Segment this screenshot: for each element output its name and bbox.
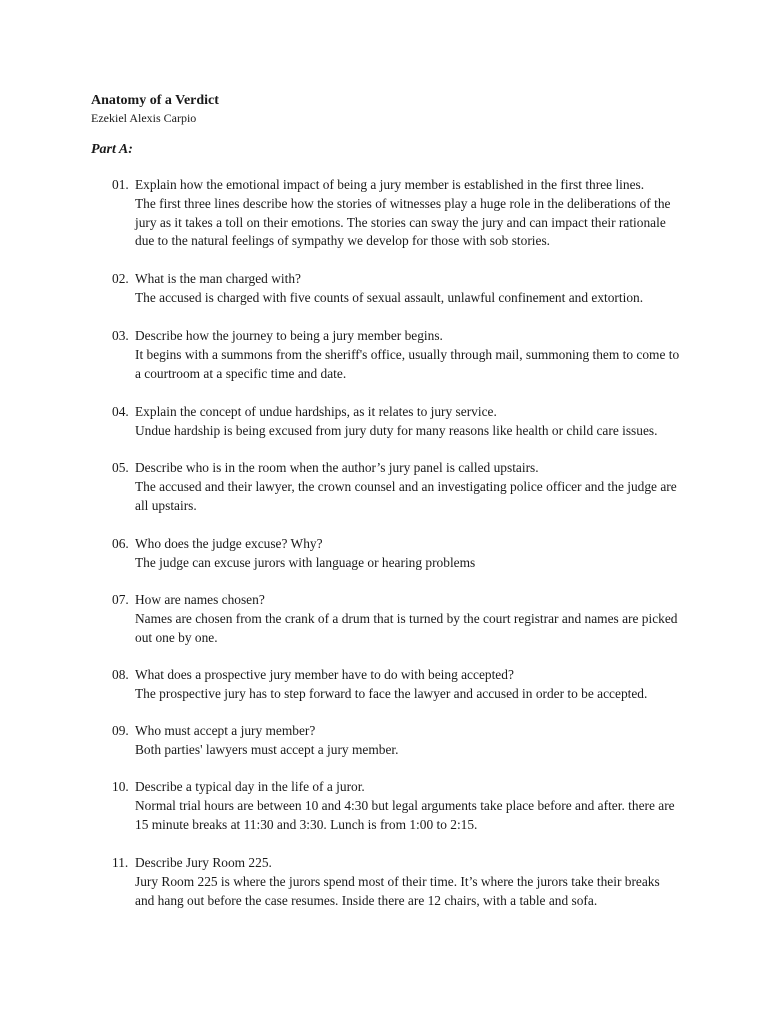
answer-text: The first three lines describe how the stories of witnesses play a huge role in the deliberations of the jury as it takes a toll on their emotions. The stories can sway the jury and can impact their rationale due to the natural feelings of sympathy we develop for those with sob stories. [135,195,671,249]
question-number: 10. [112,779,129,794]
question-text: Who does the judge excuse? Why? [135,536,323,551]
question-text: Describe how the journey to being a jury member begins. [135,328,443,343]
question-number: 03. [112,328,129,343]
question-item [112,403,682,441]
answer-text: Undue hardship is being excused from jury duty for many reasons like health or child care issues. [135,422,658,438]
question-item [112,176,682,251]
question-item [112,666,682,704]
question-text: Explain how the emotional impact of being a jury member is established in the first three lines. [135,177,645,192]
question-item [112,327,682,383]
question-text: How are names chosen? [135,592,265,607]
answer-text: Both parties' lawyers must accept a jury member. [135,741,399,757]
question-number: 09. [112,723,129,738]
question-number: 05. [112,460,129,475]
question-text: What is the man charged with? [135,271,301,286]
answer-text: Names are chosen from the crank of a drum that is turned by the court registrar and names are picked out one by one. [135,610,678,645]
question-item [112,591,682,647]
question-number: 11. [112,855,129,870]
question-item [112,722,682,760]
question-text: Describe a typical day in the life of a juror. [135,779,365,794]
answer-text: It begins with a summons from the sheriff's office, usually through mail, summoning them to come to a courtroom at a specific time and date. [135,346,680,381]
question-number: 06. [112,536,129,551]
question-text: Explain the concept of undue hardships, as it relates to jury service. [135,404,497,419]
question-item [112,535,682,573]
question-text: What does a prospective jury member have to do with being accepted? [135,667,514,682]
question-item [112,459,682,515]
question-text: Who must accept a jury member? [135,723,316,738]
answer-text: The prospective jury has to step forward to face the lawyer and accused in order to be accepted. [135,685,648,701]
question-number: 04. [112,404,129,419]
answer-text: The judge can excuse jurors with language or hearing problems [135,554,476,570]
question-number: 01. [112,177,129,192]
question-number: 07. [112,592,129,607]
answer-text: Normal trial hours are between 10 and 4:30 but legal arguments take place before and after. there are 15 minute breaks at 11:30 and 3:30. Lunch is from 1:00 to 2:15. [135,797,675,832]
answer-text: The accused and their lawyer, the crown counsel and an investigating police officer and the judge are all upstairs. [135,478,677,513]
question-number: 02. [112,271,129,286]
section-heading: Part A: [91,142,133,157]
question-item [112,778,682,834]
answer-text: Jury Room 225 is where the jurors spend most of their time. It’s where the jurors take their breaks and hang out before the case resumes. Inside there are 12 chairs, with a table and sofa. [135,873,660,908]
document-author: Ezekiel Alexis Carpio [91,111,197,125]
answer-text: The accused is charged with five counts of sexual assault, unlawful confinement and extortion. [135,289,644,305]
document-title: Anatomy of a Verdict [91,93,219,108]
question-item [112,270,682,308]
question-text: Describe Jury Room 225. [135,855,272,870]
question-number: 08. [112,667,129,682]
question-text: Describe who is in the room when the author’s jury panel is called upstairs. [135,460,539,475]
question-item [112,854,682,910]
